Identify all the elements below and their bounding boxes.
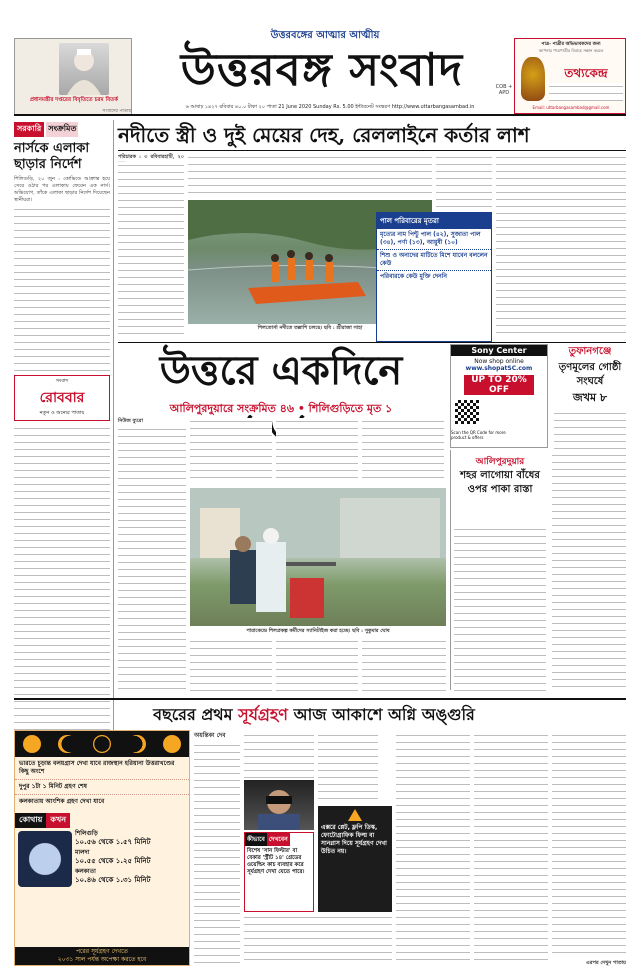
viewer-glasses-icon [244, 780, 314, 830]
dateline: ৬ আষাঢ় ১৪২৭ রবিবার ৪০.০ টাকা ২০ পাতা 21 June 2020 Sunday Rs. 5.00 ইন্টারনেট সংস্করণ http://www.uttarbangasambad.in [185, 104, 475, 110]
right-text-2 [552, 452, 626, 692]
main-subheadline: আলিপুরদুয়ারে সংক্রমিত ৪৬ • শিলিগুড়িতে মৃত ১ [169, 402, 393, 415]
sony-offer: UP TO 20% OFF [464, 375, 534, 395]
eclipse-phase-icon [163, 735, 181, 753]
footer-right: এরপর দেখুন পাতায় [585, 960, 626, 966]
main-text-4 [362, 418, 444, 484]
how-text: বিশেষ 'সান ফিল্টার' বা বেকার 'স্ট্রীট ১৪' গ্রেডের ওয়েল্ডিং কাচ ব্যবহার করে সূর্যগ্রহণ দেখা যেতে পারে। [247, 848, 305, 875]
eclipse-text-6 [474, 732, 548, 966]
main-byline: নিউজ ব্যুরো [118, 418, 143, 424]
masthead-divider [14, 114, 626, 116]
right-ad-sub: আপনার পাত্রপাত্রীর বিবাহে সন্ধান করতে [538, 48, 604, 53]
how-tag: কীভাবে [245, 833, 267, 846]
eclipse-headline-pre: বছরের প্রথম [153, 705, 233, 724]
lead-text-left [118, 162, 184, 334]
eclipse-text-1 [194, 742, 240, 966]
eclipse-footer-note [15, 947, 189, 965]
left-column [14, 122, 110, 742]
left-ad-caption: প্রধানমন্ত্রীর দপ্তরের বিবৃতিতে চরম বিতর্ক [29, 97, 119, 103]
city-time: ১০.৪৬ থেকে ১.৩১ মিনিট [75, 876, 151, 884]
sony-url: www.shopatSC.com [465, 365, 533, 372]
warn-box [318, 806, 392, 912]
where-when-bar [15, 813, 189, 828]
eclipse-text-5 [396, 732, 470, 966]
right-col-rule [450, 450, 451, 690]
left-text-1 [14, 206, 110, 371]
city-name: কলকাতা [75, 868, 96, 875]
story1-headline: তৃণমূলের গোষ্ঠী সংঘর্ষে [558, 362, 622, 387]
left-ad[interactable] [14, 38, 132, 116]
eclipse-box-item: ভারতে চূড়ান্ত বলয়গ্রাস দেখা যাবে রাজস্থান হরিয়ানা উত্তরাখণ্ডের কিছু অংশে [19, 760, 175, 775]
sunday-promo[interactable] [14, 375, 110, 421]
sunday-label: সংবাদ [55, 378, 69, 384]
story1-text [554, 410, 626, 450]
story1-sub: জখম ৮ [572, 391, 608, 404]
right-story2[interactable] [454, 454, 546, 534]
city-time: ১০.৫৫ থেকে ১.২৫ মিনিট [75, 857, 151, 865]
eclipse-phase-icon [23, 735, 41, 753]
lead-byline: পরিচারক : ৩ রবিবারহাটি, ২০ [118, 154, 184, 160]
when-label: কখন [46, 813, 70, 828]
sony-ad[interactable] [450, 344, 548, 448]
city-row [75, 868, 189, 885]
city-row [75, 849, 189, 866]
person-icon [59, 43, 109, 95]
right-ad-footer: Email: uttarbangasambad@gmail.com [532, 105, 610, 110]
right-ad-text [549, 83, 623, 101]
where-label: কোথায় [15, 813, 46, 828]
lead-rule [118, 150, 626, 151]
eclipse-text-4 [244, 914, 392, 966]
eclipse-phase-icon [128, 735, 146, 753]
footer-note-1: পরের সূর্যগ্রহণ দেখতে [75, 948, 129, 955]
story1-kicker: তুফানগঞ্জে [568, 346, 612, 357]
pm-photo [59, 43, 109, 95]
eclipse-byline: অয়ন্তিকা দেব [194, 732, 226, 739]
masthead-title[interactable]: উত্তরবঙ্গ সংবাদ [180, 43, 464, 96]
side-box-title: পাল পরিবারের মৃতরা [377, 213, 491, 229]
masthead-tagline: উত্তরবঙ্গের আত্মার আত্মীয় [270, 30, 380, 41]
sony-brand: Sony Center [451, 345, 547, 356]
main-text-7 [362, 638, 446, 692]
main-text-6 [276, 638, 358, 692]
eclipse-headline-post: আজ আকাশে অগ্নি অঙ্গুরি [293, 705, 475, 724]
right-text-1 [454, 526, 546, 692]
sony-qr-caption: Scan the QR Code for more product & offers [451, 430, 506, 440]
warn-icon [348, 809, 362, 821]
eclipse-top-rule [14, 698, 626, 700]
city-time: ১০.৫৬ থেকে ১.৫৭ মিনিট [75, 838, 151, 846]
moon-icon [18, 831, 72, 887]
city-name: মালদা [75, 849, 90, 856]
how-box [244, 832, 314, 912]
eclipse-headline[interactable] [14, 702, 614, 728]
main-text-3 [276, 418, 358, 484]
sony-line1: Now shop online [474, 358, 524, 365]
main-headline[interactable]: উত্তরে একদিনে [159, 347, 403, 394]
sunday-sub: নতুন ও অন্যের পাতায় [39, 410, 85, 416]
right-story1[interactable] [554, 344, 626, 448]
right-ad-brand: তথ্যকেন্দ্র [564, 66, 608, 80]
main-text-1 [118, 426, 186, 692]
ornament-icon [521, 57, 545, 101]
side-box-item: পরিবারকে কেউ মুক্তি দেননি [377, 270, 491, 283]
city-name: শিলিগুড়ি [75, 830, 98, 837]
footer-note-2: ২০৩১ সাল পর্যন্ত অপেক্ষা করতে হবে [57, 956, 147, 963]
eclipse-headline-mid: সূর্যগ্রহণ [238, 705, 288, 724]
eclipse-text-3 [318, 732, 378, 802]
eclipse-photo[interactable] [244, 780, 314, 830]
story2-headline: শহর লাগোয়া বাঁধের ওপর পাকা রাস্তা [460, 470, 540, 495]
city-row [75, 830, 189, 847]
eclipse-box-item: দুপুর ১টা ১ মিনিট গ্রহণ শেষ [15, 779, 189, 794]
main-text-5 [190, 638, 272, 692]
sunday-brand: রোববার [39, 390, 85, 406]
qr-code-icon [455, 400, 479, 424]
masthead-cob: COB + APD [495, 84, 513, 96]
left-lead: শিলিগুড়ি, ২০ জুন : কোভিডে আক্রান্ত হয়ে সেরে ওঠার পর এলাকায় ফেরেন এক নার্স। অভিযোগ, তাঁকে এলাকা ছাড়ার নির্দেশ দিয়েছেন স্থানীয়রা। [14, 176, 110, 203]
lead-text-right [496, 154, 626, 334]
eclipse-phase-icon [93, 735, 111, 753]
how-tag2: দেখবেন [267, 833, 290, 846]
right-ad[interactable] [514, 38, 626, 114]
main-photo[interactable] [190, 488, 446, 626]
eclipse-text-7 [552, 732, 626, 958]
left-ad-footer: সংবাদের পাতায় [102, 109, 131, 114]
sanitize-worker-icon [190, 488, 446, 626]
left-col-rule [113, 120, 114, 740]
eclipse-phase-icon [58, 735, 76, 753]
lead-text-top [188, 154, 432, 198]
left-headline[interactable]: নার্সকে এলাকা ছাড়ার নির্দেশ [14, 141, 90, 172]
how-tag-row [245, 833, 313, 846]
tag-infected: সংক্রমিত [46, 122, 78, 137]
eclipse-panel [14, 730, 190, 966]
main-photo-caption: পারাকেন্দ্রে শিলপ্রকল্প কর্মীদের স্যানিটাইজ করা হচ্ছে। ছবি : সুকুমার ঘোষ [246, 628, 390, 634]
tag-govt: সরকারি [14, 122, 44, 137]
side-box-item: শিশু ও অন্যদের মাটিতে মিশে যাবেন বললেন কেউ [377, 249, 491, 270]
eclipse-box-item: কলকাতায় আংশিক গ্রহণ দেখা যাবে [15, 794, 189, 809]
eclipse-phases [15, 731, 189, 757]
side-box-item: মৃত্যের নাম পিন্টু পাল (৪২), সুজাতা পাল (৩৪), পর্ণা (১৩), আয়ুষী (১০) [380, 231, 481, 246]
story2-kicker: আলিপুরদুয়ার [475, 457, 525, 467]
right-ad-top: পাত্র- পাত্রীর অভিভাবকদের জন্য [541, 42, 601, 47]
lead-side-box [376, 212, 492, 342]
warn-text: এক্সরে প্লেট, ফ্লপি ডিস্ক, ফোটোগ্রাফিক ফিল্ম বা সানগ্লাস দিয়ে সূর্যগ্রহণ দেখা উচিত নয়। [321, 824, 387, 855]
main-text-2 [190, 418, 272, 484]
lead-headline[interactable]: নদীতে স্ত্রী ও দুই মেয়ের দেহ, রেললাইনে কর্তার লাশ [118, 123, 530, 147]
lead-photo-caption: শিলতোর্সা নদীতে তল্লাশি চলছে। ছবি : শ্রীরাজা সাহা [257, 325, 363, 331]
